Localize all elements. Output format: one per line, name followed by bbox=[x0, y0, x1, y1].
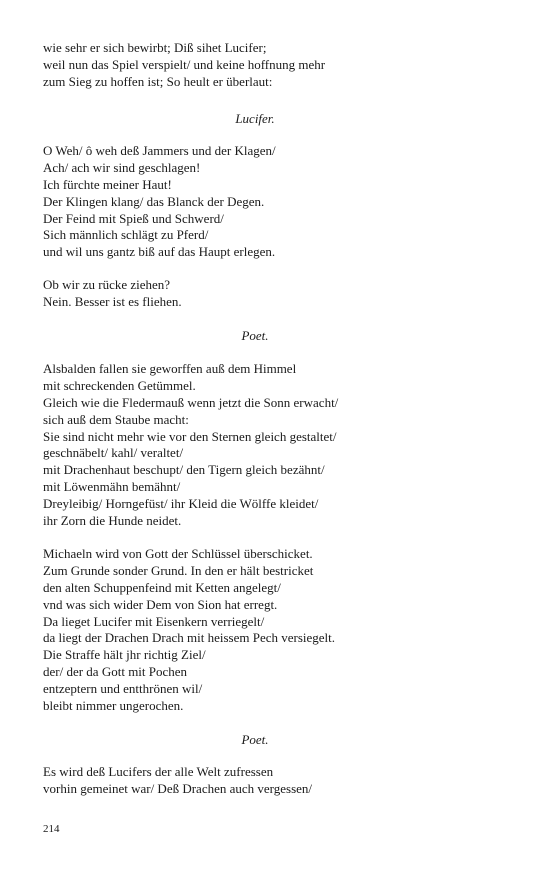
lucifer-stanza-2 bbox=[43, 277, 513, 311]
verse-line: vnd was sich wider Dem von Sion hat erregt. bbox=[43, 596, 278, 612]
verse-line: Gleich wie die Fledermauß wenn jetzt die Sonn erwacht/ bbox=[43, 394, 339, 410]
verse-line: vorhin gemeinet war/ Deß Drachen auch vergessen/ bbox=[43, 780, 313, 796]
verse-line: zum Sieg zu hoffen ist; So heult er überlaut: bbox=[43, 73, 273, 89]
verse-line: den alten Schuppenfeind mit Ketten angelegt/ bbox=[43, 579, 281, 595]
verse-line: wie sehr er sich bewirbt; Diß sihet Lucifer; bbox=[43, 40, 267, 55]
verse-line: da liegt der Drachen Drach mit heissem Pech versiegelt. bbox=[43, 630, 336, 646]
verse-line: Sie sind nicht mehr wie vor den Sternen gleich gestaltet/ bbox=[43, 428, 337, 444]
verse-line: geschnäbelt/ kahl/ veraltet/ bbox=[43, 445, 184, 461]
speaker-heading-poet: Poet. bbox=[241, 732, 269, 747]
poet-stanza-3 bbox=[43, 764, 513, 798]
verse-line: bleibt nimmer ungerochen. bbox=[43, 698, 184, 714]
verse-line: Der Feind mit Spieß und Schwerd/ bbox=[43, 210, 224, 226]
verse-line: Ach/ ach wir sind geschlagen! bbox=[43, 159, 201, 175]
verse-line: Die Straffe hält jhr richtig Ziel/ bbox=[43, 647, 206, 663]
verse-line: Nein. Besser ist es fliehen. bbox=[43, 293, 182, 309]
verse-line: Zum Grunde sonder Grund. In den er hält bestricket bbox=[43, 562, 314, 578]
verse-line: Michaeln wird von Gott der Schlüssel überschicket. bbox=[43, 546, 313, 561]
intro-stanza bbox=[43, 40, 513, 91]
verse-line: Da lieget Lucifer mit Eisenkern verriegelt/ bbox=[43, 613, 265, 629]
verse-line: mit Drachenhaut beschupt/ den Tigern gleich bezähnt/ bbox=[43, 462, 325, 478]
verse-line: Ob wir zu rücke ziehen? bbox=[43, 277, 171, 292]
verse-line: ihr Zorn die Hunde neidet. bbox=[43, 513, 182, 529]
speaker-heading-lucifer: Lucifer. bbox=[235, 111, 275, 126]
verse-line: Der Klingen klang/ das Blanck der Degen. bbox=[43, 193, 265, 209]
verse-line: weil nun das Spiel verspielt/ und keine hoffnung mehr bbox=[43, 56, 326, 72]
verse-line: Ich fürchte meiner Haut! bbox=[43, 176, 172, 192]
verse-line: mit Löwenmähn bemähnt/ bbox=[43, 479, 181, 495]
verse-line: Es wird deß Lucifers der alle Welt zufressen bbox=[43, 764, 274, 779]
verse-line: entzeptern und entthrönen wil/ bbox=[43, 681, 203, 697]
poet-stanza-2 bbox=[43, 546, 513, 715]
verse-line: der/ der da Gott mit Pochen bbox=[43, 664, 188, 680]
verse-line: sich auß dem Staube macht: bbox=[43, 411, 189, 427]
page-number: 214 bbox=[43, 823, 60, 835]
lucifer-stanza-1 bbox=[43, 143, 513, 261]
speaker-heading-poet: Poet. bbox=[241, 328, 269, 343]
verse-line: Sich männlich schlägt zu Pferd/ bbox=[43, 227, 209, 243]
verse-line: mit schreckenden Getümmel. bbox=[43, 377, 196, 393]
verse-line: und wil uns gantz biß auf das Haupt erlegen. bbox=[43, 244, 276, 260]
verse-line: Dreyleibig/ Horngefüst/ ihr Kleid die Wölffe kleidet/ bbox=[43, 496, 319, 512]
verse-line: O Weh/ ô weh deß Jammers und der Klagen/ bbox=[43, 143, 276, 158]
verse-line: Alsbalden fallen sie geworffen auß dem Himmel bbox=[43, 361, 297, 376]
poet-stanza-1 bbox=[43, 361, 513, 530]
